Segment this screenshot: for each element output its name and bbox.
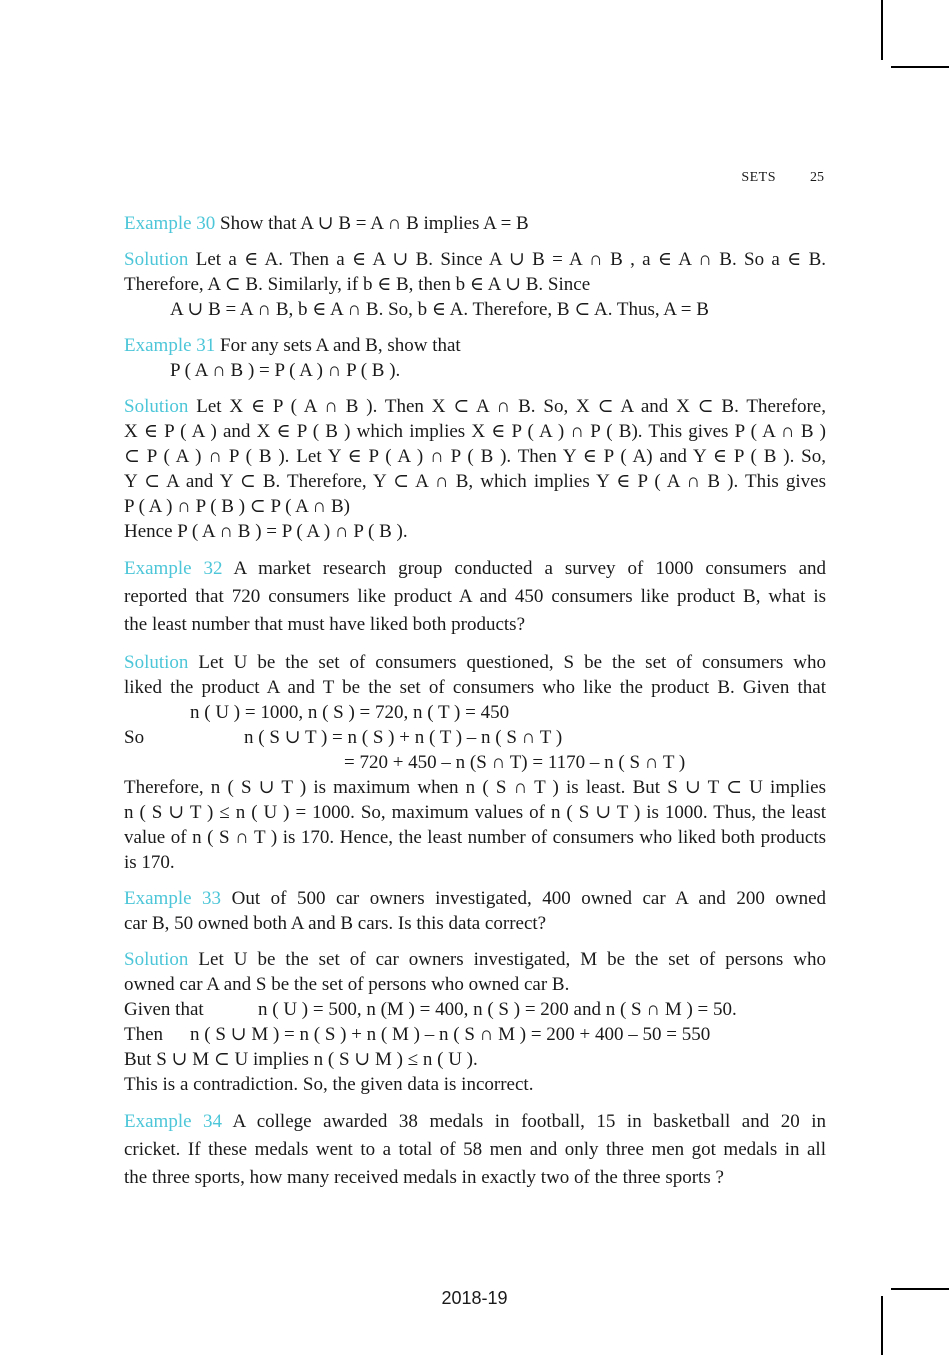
text-line: Therefore, A ⊂ B. Similarly, if b ∈ B, then b ∈ A ∪ B. Since [124, 274, 591, 295]
text-line: Let U be the set of consumers questioned, S be the set of consumers who [198, 652, 826, 673]
text-line: Hence P ( A ∩ B ) = P ( A ) ∩ P ( B ). [124, 521, 408, 542]
solution-31 [124, 394, 826, 544]
example-statement: Show that A ∪ B = A ∩ B implies A = B [220, 213, 529, 234]
example-statement: For any sets A and B, show that [220, 335, 461, 356]
running-header [124, 170, 824, 190]
equation-line: n ( S ∪ M ) = n ( S ) + n ( M ) – n ( S ∩ M ) = 200 + 400 – 50 = 550 [190, 1024, 711, 1045]
solution-label: Solution [124, 949, 189, 970]
text-line: Let U be the set of car owners investigated, M be the set of persons who [198, 949, 826, 970]
solution-33 [124, 947, 826, 1097]
text-line: P ( A ) ∩ P ( B ) ⊂ P ( A ∩ B) [124, 496, 351, 517]
running-title: SETS [741, 170, 776, 185]
example-label: Example 33 [124, 888, 222, 909]
example-label: Example 30 [124, 213, 216, 234]
equation-line: n ( U ) = 1000, n ( S ) = 720, n ( T ) = 450 [190, 702, 510, 723]
solution-30 [124, 247, 826, 322]
example-30 [124, 211, 826, 236]
text-line: Let X ∈ P ( A ∩ B ). Then X ⊂ A ∩ B. So, X ⊂ A and X ⊂ B. Therefore, [196, 396, 826, 417]
lead-word: Given that [124, 999, 204, 1020]
example-label: Example 32 [124, 558, 223, 579]
example-label: Example 34 [124, 1111, 223, 1132]
solution-label: Solution [124, 396, 189, 417]
text-line: n ( S ∪ T ) ≤ n ( U ) = 1000. So, maximum values of n ( S ∪ T ) is 1000. Thus, the least [124, 802, 826, 823]
solution-label: Solution [124, 249, 189, 270]
page-content [124, 211, 826, 1203]
text-line: Therefore, n ( S ∪ T ) is maximum when n ( S ∩ T ) is least. But S ∪ T ⊂ U implies [124, 777, 826, 798]
text-line: car B, 50 owned both A and B cars. Is this data correct? [124, 913, 547, 934]
solution-32 [124, 650, 826, 875]
example-34 [124, 1108, 826, 1192]
formula-line: P ( A ∩ B ) = P ( A ) ∩ P ( B ). [170, 360, 401, 381]
text-line: the three sports, how many received medals in exactly two of the three sports ? [124, 1167, 724, 1188]
text-line: A ∪ B = A ∩ B, b ∈ A ∩ B. So, b ∈ A. Therefore, B ⊂ A. Thus, A = B [170, 299, 709, 320]
crop-mark-top-horizontal [891, 66, 949, 68]
example-33 [124, 886, 826, 936]
example-32 [124, 555, 826, 639]
text-line: But S ∪ M ⊂ U implies n ( S ∪ M ) ≤ n ( U ). [124, 1049, 478, 1070]
lead-word: Then [124, 1024, 164, 1045]
text-line: reported that 720 consumers like product A and 450 consumers like product B, what is [124, 586, 826, 607]
crop-mark-top-vertical [881, 0, 883, 60]
example-label: Example 31 [124, 335, 216, 356]
equation-line: n ( U ) = 500, n (M ) = 400, n ( S ) = 200 and n ( S ∩ M ) = 50. [258, 999, 737, 1020]
footer-year: 2018-19 [441, 1288, 508, 1308]
text-line: ⊂ P ( A ) ∩ P ( B ). Let Y ∈ P ( A ) ∩ P ( B ). Then Y ∈ P ( A) and Y ∈ P ( B ). So, [124, 446, 826, 467]
text-line: Out of 500 car owners investigated, 400 owned car A and 200 owned [231, 888, 827, 909]
text-line: owned car A and S be the set of persons who owned car B. [124, 974, 570, 995]
solution-label: Solution [124, 652, 189, 673]
text-line: value of n ( S ∩ T ) is 170. Hence, the least number of consumers who liked both products [124, 827, 826, 848]
text-line: X ∈ P ( A ) and X ∈ P ( B ) which implies X ∈ P ( A ) ∩ P ( B). This gives P ( A ∩ B ) [124, 421, 826, 442]
equation-line: n ( S ∪ T ) = n ( S ) + n ( T ) – n ( S ∩ T ) [244, 727, 563, 748]
text-line: liked the product A and T be the set of consumers who like the product B. Given that [124, 677, 826, 698]
text-line: is 170. [124, 852, 175, 873]
text-line: A market research group conducted a survey of 1000 consumers and [233, 558, 827, 579]
text-line: the least number that must have liked both products? [124, 614, 526, 635]
example-31 [124, 333, 826, 383]
lead-word: So [124, 727, 145, 748]
equation-line: = 720 + 450 – n (S ∩ T) = 1170 – n ( S ∩ T ) [344, 752, 686, 773]
page-number: 25 [810, 170, 824, 185]
text-line: cricket. If these medals went to a total of 58 men and only three men got medals in all [124, 1139, 826, 1160]
text-line: Y ⊂ A and Y ⊂ B. Therefore, Y ⊂ A ∩ B, which implies Y ∈ P ( A ∩ B ). This gives [124, 471, 826, 492]
text-line: Let a ∈ A. Then a ∈ A ∪ B. Since A ∪ B = A ∩ B , a ∈ A ∩ B. So a ∈ B. [195, 249, 826, 270]
text-line: A college awarded 38 medals in football, 15 in basketball and 20 in [232, 1111, 827, 1132]
text-line: This is a contradiction. So, the given data is incorrect. [124, 1074, 534, 1095]
